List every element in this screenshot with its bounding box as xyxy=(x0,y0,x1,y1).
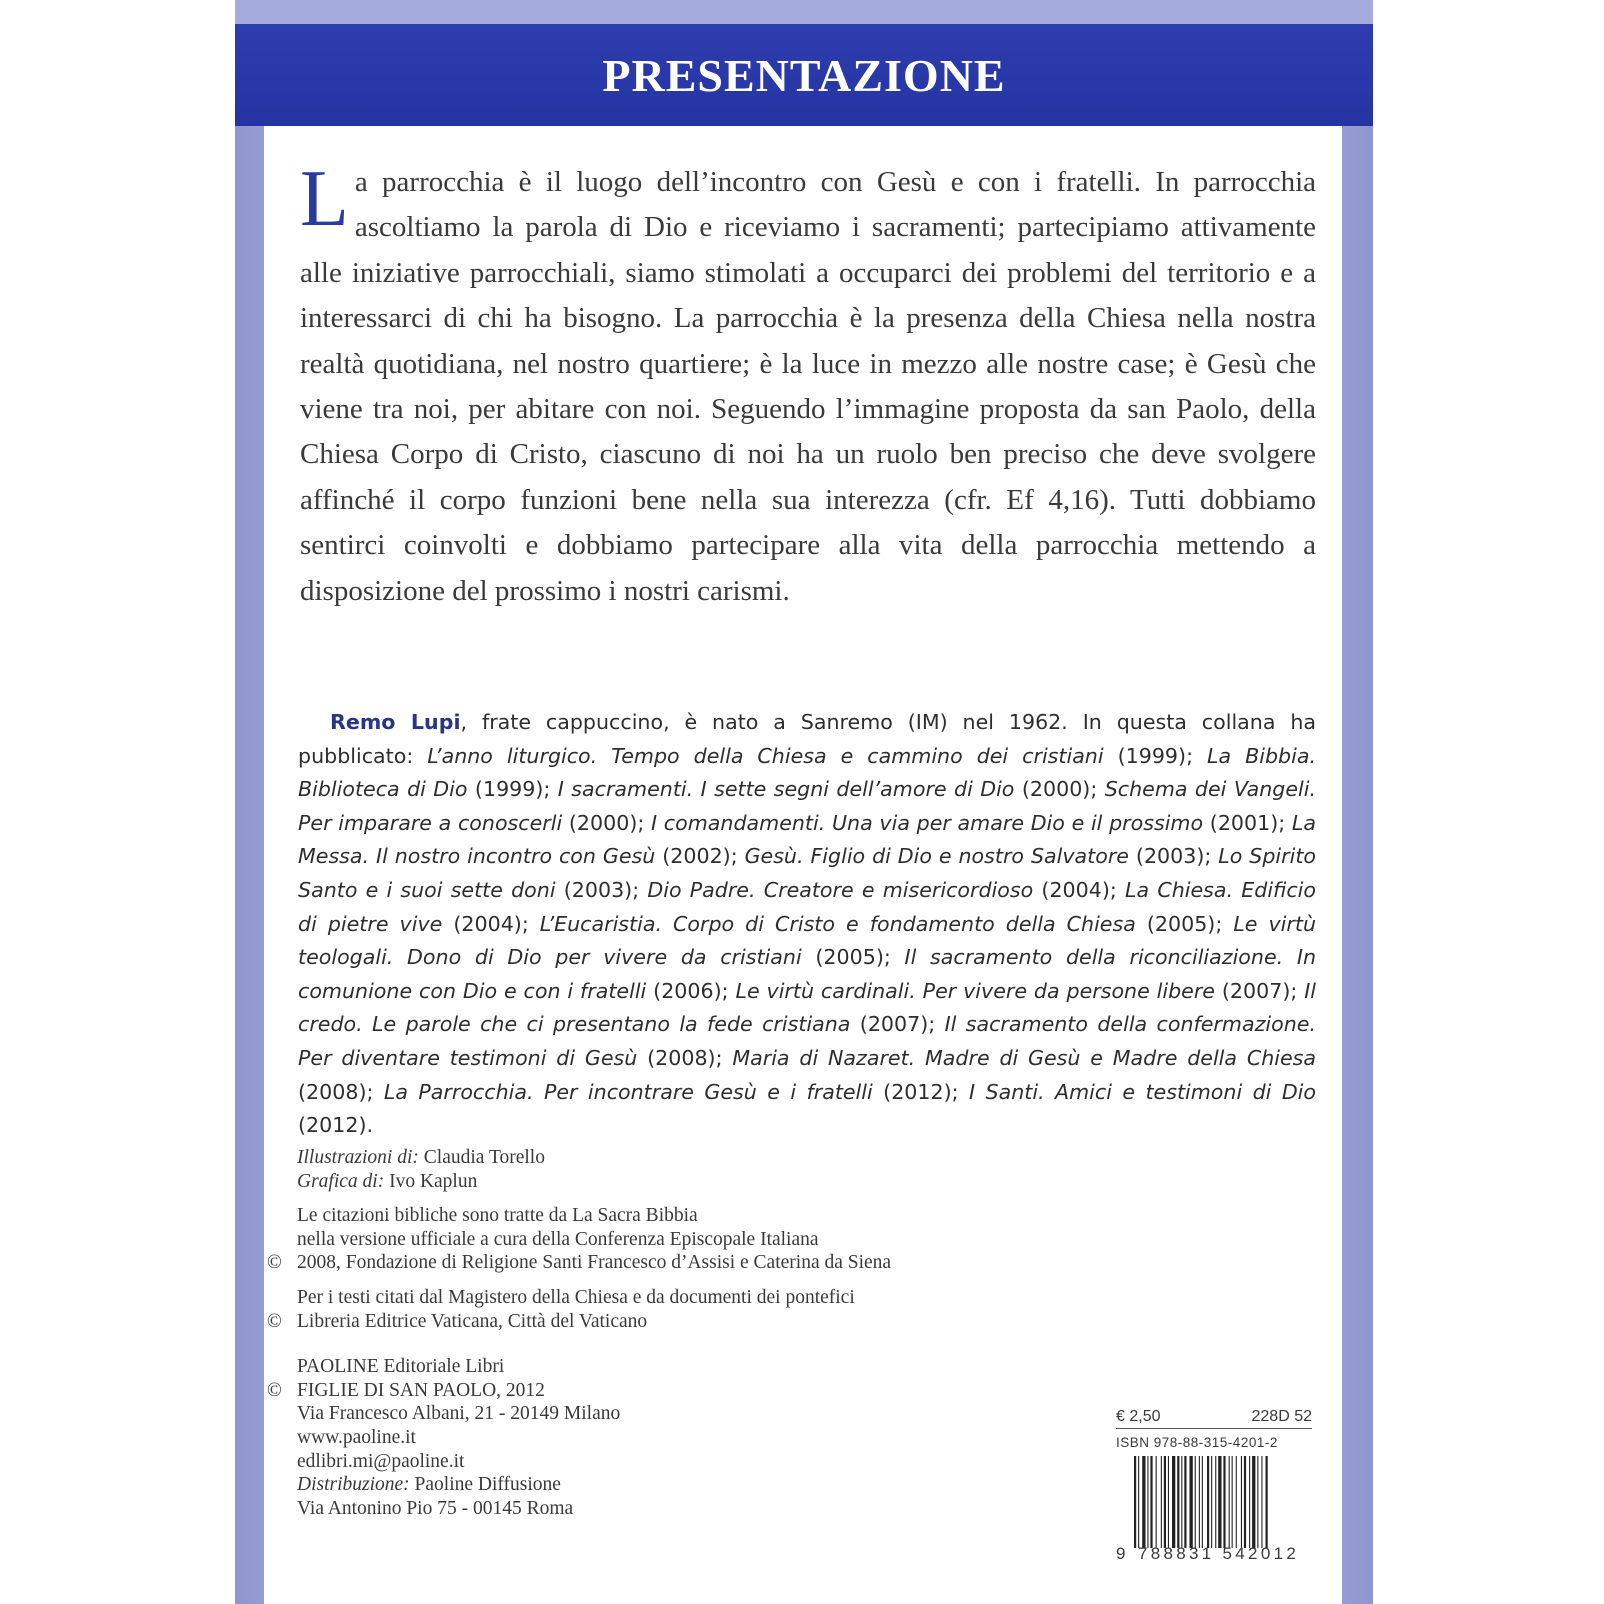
barcode-bar xyxy=(1138,1456,1139,1548)
barcode-bar xyxy=(1266,1456,1268,1548)
work-title: Lo Spirito Santo e i suoi sette doni xyxy=(298,844,1316,902)
work-year: (2002); xyxy=(655,844,745,869)
barcode-bar xyxy=(1195,1456,1196,1548)
copyright-symbol: © xyxy=(267,1379,282,1401)
copyright-symbol: © xyxy=(267,1252,282,1274)
price: € 2,50 xyxy=(1116,1408,1161,1425)
price-barcode-box xyxy=(1116,1408,1312,1564)
barcode-bar xyxy=(1199,1456,1200,1548)
barcode-bar xyxy=(1168,1456,1169,1548)
barcode-bar xyxy=(1172,1456,1175,1548)
barcode-bar xyxy=(1236,1456,1237,1548)
barcode-bar xyxy=(1164,1456,1166,1548)
graphics-credit: Grafica di: Ivo Kaplun xyxy=(297,1170,478,1192)
work-title: Dio Padre. Creatore e misericordioso xyxy=(647,877,1034,902)
work-year: (2003); xyxy=(1128,844,1219,869)
distribution-address: Via Antonino Pio 75 - 00145 Roma xyxy=(297,1497,574,1519)
page-title: PRESENTAZIONE xyxy=(602,49,1006,101)
work-title: La Messa. Il nostro incontro con Gesù xyxy=(298,810,1316,869)
barcode-bar xyxy=(1184,1456,1186,1548)
work-title: Il credo. Le parole che ci presentano la fede cristiana xyxy=(298,978,1316,1037)
publisher-copyright: © FIGLIE DI SAN PAOLO, 2012 xyxy=(267,1379,545,1401)
drop-cap: L xyxy=(300,155,349,243)
work-year: (2004); xyxy=(1033,877,1126,902)
publisher-website: www.paoline.it xyxy=(297,1426,416,1448)
work-title: I sacramenti. I sette segni dell’amore di Dio xyxy=(557,777,1015,802)
barcode-bar xyxy=(1252,1456,1255,1548)
barcode xyxy=(1116,1456,1312,1548)
work-title: Le virtù cardinali. Per vivere da persone libere xyxy=(735,978,1215,1003)
barcode-bar xyxy=(1202,1456,1203,1548)
work-title: I comandamenti. Una via per amare Dio e il prossimo xyxy=(651,810,1204,835)
barcode-bar xyxy=(1218,1456,1221,1548)
work-title: L’anno liturgico. Tempo della Chiesa e cammino dei cristiani xyxy=(427,743,1104,768)
product-code: 228D 52 xyxy=(1251,1408,1312,1425)
book-back-cover xyxy=(235,0,1373,1604)
work-year: (2007); xyxy=(1214,978,1305,1003)
author-name: Remo Lupi xyxy=(330,710,461,734)
barcode-bar xyxy=(1181,1456,1182,1548)
magistero-note-line: Per i testi citati dal Magistero della Chiesa e da documenti dei pontefici xyxy=(297,1286,855,1308)
work-title: Il sacramento della confermazione. Per diventare testimoni di Gesù xyxy=(298,1012,1316,1070)
bible-note-line: Le citazioni bibliche sono tratte da La Sacra Bibbia xyxy=(297,1205,698,1227)
barcode-bar xyxy=(1232,1456,1233,1548)
barcode-bar xyxy=(1257,1456,1258,1548)
work-year: (2003); xyxy=(555,877,648,902)
work-year: (2001); xyxy=(1203,810,1292,835)
work-title: La Parrocchia. Per incontrare Gesù e i fratelli xyxy=(383,1079,873,1104)
barcode-bar xyxy=(1190,1456,1193,1548)
magistero-copyright-line: © Libreria Editrice Vaticana, Città del Vaticano xyxy=(267,1310,648,1332)
distribution-credit: Distribuzione: Paoline Diffusione xyxy=(297,1474,561,1496)
work-year: (2005); xyxy=(1135,911,1234,936)
barcode-bar xyxy=(1177,1456,1179,1548)
work-year: (2005); xyxy=(801,945,905,970)
work-title: Gesù. Figlio di Dio e nostro Salvatore xyxy=(744,844,1129,869)
price-row xyxy=(1116,1408,1312,1429)
barcode-bar xyxy=(1207,1456,1209,1548)
publisher-email: edlibri.mi@paoline.it xyxy=(297,1450,465,1472)
author-bio xyxy=(298,706,1316,1143)
work-year: (1999); xyxy=(467,777,558,802)
work-title: I Santi. Amici e testimoni di Dio xyxy=(969,1079,1316,1104)
work-year: (1999); xyxy=(1103,743,1208,768)
work-year: (2004); xyxy=(442,911,540,936)
bible-note-line: nella versione ufficiale a cura della Conferenza Episcopale Italiana xyxy=(297,1228,819,1250)
barcode-bar xyxy=(1134,1456,1136,1548)
presentation-text xyxy=(300,155,1316,614)
barcode-bar xyxy=(1215,1456,1216,1548)
bible-copyright-line: © 2008, Fondazione di Religione Santi Francesco d’Assisi e Caterina da Siena xyxy=(267,1252,892,1274)
work-year: (2012). xyxy=(298,1113,374,1138)
works-list xyxy=(298,744,1316,1138)
work-title: Schema dei Vangeli. Per imparare a conoscerli xyxy=(298,777,1316,835)
work-title: L’Eucaristia. Corpo di Cristo e fondamento della Chiesa xyxy=(539,911,1136,936)
barcode-bar xyxy=(1211,1456,1212,1548)
isbn: ISBN 978-88-315-4201-2 xyxy=(1116,1435,1278,1450)
work-title: La Chiesa. Edificio di pietre vive xyxy=(298,877,1316,936)
barcode-bar xyxy=(1249,1456,1250,1548)
barcode-bar xyxy=(1161,1456,1162,1548)
work-year: (2008); xyxy=(637,1045,733,1070)
bio-intro: , frate cappuccino, è nato a Sanremo (IM) nel 1962. In questa collana ha pubblicato: xyxy=(298,710,1317,768)
work-year: (2012); xyxy=(872,1079,970,1104)
presentation-body: a parrocchia è il luogo dell’incontro con Gesù e con i fratelli. In parrocchia ascoltiamo la parola di Dio e riceviamo i sacramenti; partecipiamo attivamente alle iniziative parrocchiali, siamo stimolati a occuparci dei problemi del territorio e a interessarci di chi ha bisogno. La parrocchia è la presenza della Chiesa nella nostra realtà quotidiana, nel nostro quartiere; è la luce in mezzo alle nostre case; è Gesù che viene tra noi, per abitare con noi. Seguendo l’immagine proposta da san Paolo, della Chiesa Corpo di Cristo, ciascuno di noi ha un ruolo ben preciso che deve svolgere affinché il corpo funzioni bene nella sua interezza (cfr. Ef 4,16). Tutti dobbiamo sentirci coinvolti e dobbiamo partecipare alla vita della parrocchia mettendo a disposizione del prossimo i nostri carismi. xyxy=(300,166,1316,607)
work-title: Le virtù teologali. Dono di Dio per vivere da cristiani xyxy=(298,911,1316,970)
barcode-bar xyxy=(1229,1456,1230,1548)
publisher-name: PAOLINE Editoriale Libri xyxy=(297,1356,505,1378)
work-year: (2008); xyxy=(298,1079,384,1104)
barcode-bar xyxy=(1223,1456,1225,1548)
work-year: (2000); xyxy=(562,810,652,835)
work-title: Il sacramento della riconciliazione. In comunione con Dio e con i fratelli xyxy=(298,945,1316,1003)
illustrations-credit: Illustrazioni di: Claudia Torello xyxy=(297,1147,545,1168)
cover-top-band xyxy=(235,0,1373,24)
barcode-digits: 9 788831 542012 xyxy=(1116,1544,1300,1563)
barcode-bar xyxy=(1156,1456,1157,1548)
barcode-bar xyxy=(1150,1456,1152,1548)
barcode-bar xyxy=(1261,1456,1262,1548)
work-year: (2006); xyxy=(646,978,736,1003)
header-band xyxy=(235,24,1373,126)
content-panel xyxy=(264,126,1342,1604)
work-title: Maria di Nazaret. Madre di Gesù e Madre della Chiesa xyxy=(732,1045,1316,1070)
work-year: (2007); xyxy=(850,1012,945,1037)
barcode-bar xyxy=(1147,1456,1148,1548)
barcode-bar xyxy=(1142,1456,1145,1548)
credits-block xyxy=(267,1146,1017,1520)
work-title: La Bibbia. Biblioteca di Dio xyxy=(298,743,1316,802)
barcode-bar xyxy=(1244,1456,1246,1548)
publisher-address: Via Francesco Albani, 21 - 20149 Milano xyxy=(297,1403,621,1425)
work-year: (2000); xyxy=(1014,777,1105,802)
barcode-bar xyxy=(1241,1456,1242,1548)
copyright-symbol: © xyxy=(267,1310,282,1332)
